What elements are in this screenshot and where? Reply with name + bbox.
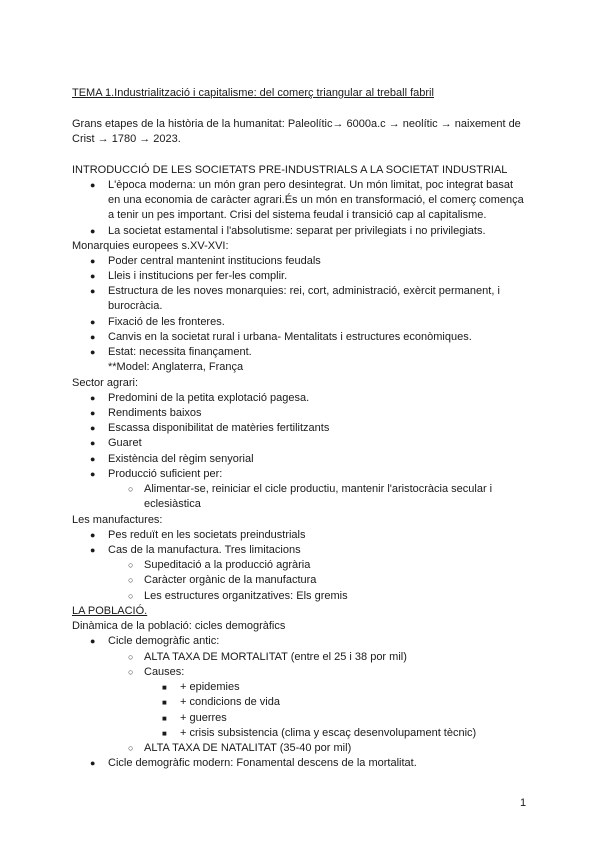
square-bullet-icon: ■ xyxy=(162,698,167,707)
bullet-icon: ● xyxy=(90,180,96,190)
circle-bullet-icon: ○ xyxy=(128,667,134,677)
sub-list-item: Alimentar-se, reiniciar el cicle productiu, mantenir l'aristocràcia secular i xyxy=(144,483,493,495)
list-item: Canvis en la societat rural i urbana- Mentalitats i estructures econòmiques. xyxy=(108,331,472,343)
sub-list-item: ALTA TAXA DE MORTALITAT (entre el 25 i 38 por mil) xyxy=(144,651,407,663)
bullet-icon: ● xyxy=(90,545,96,555)
bullet-icon: ● xyxy=(90,393,96,403)
sub-sub-list-item: + condicions de vida xyxy=(180,696,280,708)
bullet-icon: ● xyxy=(90,423,96,433)
list-item: Estat: necessita finançament. xyxy=(108,346,252,358)
list-item: Predomini de la petita explotació pagesa. xyxy=(108,392,310,404)
intro-line-1: Grans etapes de la història de la humanitat: Paleolític→ 6000a.c → neolític → naixement de xyxy=(72,118,521,130)
bullet-icon: ● xyxy=(90,469,96,479)
bullet-icon: ● xyxy=(90,454,96,464)
list-item: Fixació de les fronteres. xyxy=(108,316,225,328)
intro-line-2: Crist → 1780 → 2023. xyxy=(72,133,181,145)
list-item: Pes reduït en les societats preindustrials xyxy=(108,529,306,541)
list-item-cont: **Model: Anglaterra, França xyxy=(108,361,244,373)
sub-list-item: Les estructures organitzatives: Els gremis xyxy=(144,590,348,602)
circle-bullet-icon: ○ xyxy=(128,743,134,753)
list-item: Lleis i institucions per fer-les complir. xyxy=(108,270,288,282)
bullet-icon: ● xyxy=(90,332,96,342)
document-title: TEMA 1.Industrialització i capitalisme: del comerç triangular al treball fabril xyxy=(72,87,434,99)
bullet-icon: ● xyxy=(90,286,96,296)
sub-sub-list-item: + epidemies xyxy=(180,681,240,693)
bullet-icon: ● xyxy=(90,438,96,448)
circle-bullet-icon: ○ xyxy=(128,652,134,662)
list-item-cont: a tenir un pes important. Crisi del sistema feudal i transició cap al capitalisme. xyxy=(108,209,487,221)
sub-list-item: ALTA TAXA DE NATALITAT (35-40 por mil) xyxy=(144,742,352,754)
list-item: La societat estamental i l'absolutisme: separat per privilegiats i no privilegiats. xyxy=(108,225,486,237)
list-item: Estructura de les noves monarquies: rei, cort, administració, exèrcit permanent, i xyxy=(108,285,500,297)
list-item-cont: en una economia de caràcter agrari.És un món en transformació, el comerç comença xyxy=(108,194,524,206)
bullet-icon: ● xyxy=(90,408,96,418)
bullet-icon: ● xyxy=(90,256,96,266)
poblacio-intro: Dinàmica de la població: cicles demogràfics xyxy=(72,620,286,632)
list-item-cont: burocràcia. xyxy=(108,300,163,312)
list-item: Existència del règim senyorial xyxy=(108,453,254,465)
bullet-icon: ● xyxy=(90,758,96,768)
square-bullet-icon: ■ xyxy=(162,683,167,692)
bullet-icon: ● xyxy=(90,347,96,357)
circle-bullet-icon: ○ xyxy=(128,591,134,601)
sub-list-item-cont: eclesiàstica xyxy=(144,498,201,510)
circle-bullet-icon: ○ xyxy=(128,575,134,585)
list-item: Cicle demogràfic modern: Fonamental descens de la mortalitat. xyxy=(108,757,417,769)
list-item: Rendiments baixos xyxy=(108,407,202,419)
circle-bullet-icon: ○ xyxy=(128,484,134,494)
list-item: L'època moderna: un món gran pero desintegrat. Un món limitat, poc integrat basat xyxy=(108,179,514,191)
section-heading-monarquies: Monarquies europees s.XV-XVI: xyxy=(72,240,229,252)
bullet-icon: ● xyxy=(90,317,96,327)
section-heading-poblacio: LA POBLACIÓ. xyxy=(72,605,148,617)
sub-list-item: Caràcter orgànic de la manufactura xyxy=(144,574,317,586)
section-heading-intro: INTRODUCCIÓ DE LES SOCIETATS PRE-INDUSTRIALS A LA SOCIETAT INDUSTRIAL xyxy=(72,164,508,176)
list-item: Poder central mantenint institucions feudals xyxy=(108,255,321,267)
bullet-icon: ● xyxy=(90,636,96,646)
list-item: Cas de la manufactura. Tres limitacions xyxy=(108,544,301,556)
square-bullet-icon: ■ xyxy=(162,714,167,723)
square-bullet-icon: ■ xyxy=(162,729,167,738)
section-heading-manufactures: Les manufactures: xyxy=(72,514,163,526)
section-heading-agrari: Sector agrari: xyxy=(72,377,139,389)
list-item: Guaret xyxy=(108,437,142,449)
sub-sub-list-item: + guerres xyxy=(180,712,227,724)
sub-list-item: Causes: xyxy=(144,666,185,678)
sub-list-item: Supeditació a la producció agrària xyxy=(144,559,311,571)
list-item: Cicle demogràfic antic: xyxy=(108,635,220,647)
sub-sub-list-item: + crisis subsistencia (clima y escaç desenvolupament tècnic) xyxy=(180,727,477,739)
page-number: 1 xyxy=(520,797,527,809)
circle-bullet-icon: ○ xyxy=(128,560,134,570)
bullet-icon: ● xyxy=(90,530,96,540)
bullet-icon: ● xyxy=(90,271,96,281)
list-item: Escassa disponibilitat de matèries fertilitzants xyxy=(108,422,330,434)
bullet-icon: ● xyxy=(90,226,96,236)
list-item: Producció suficient per: xyxy=(108,468,223,480)
